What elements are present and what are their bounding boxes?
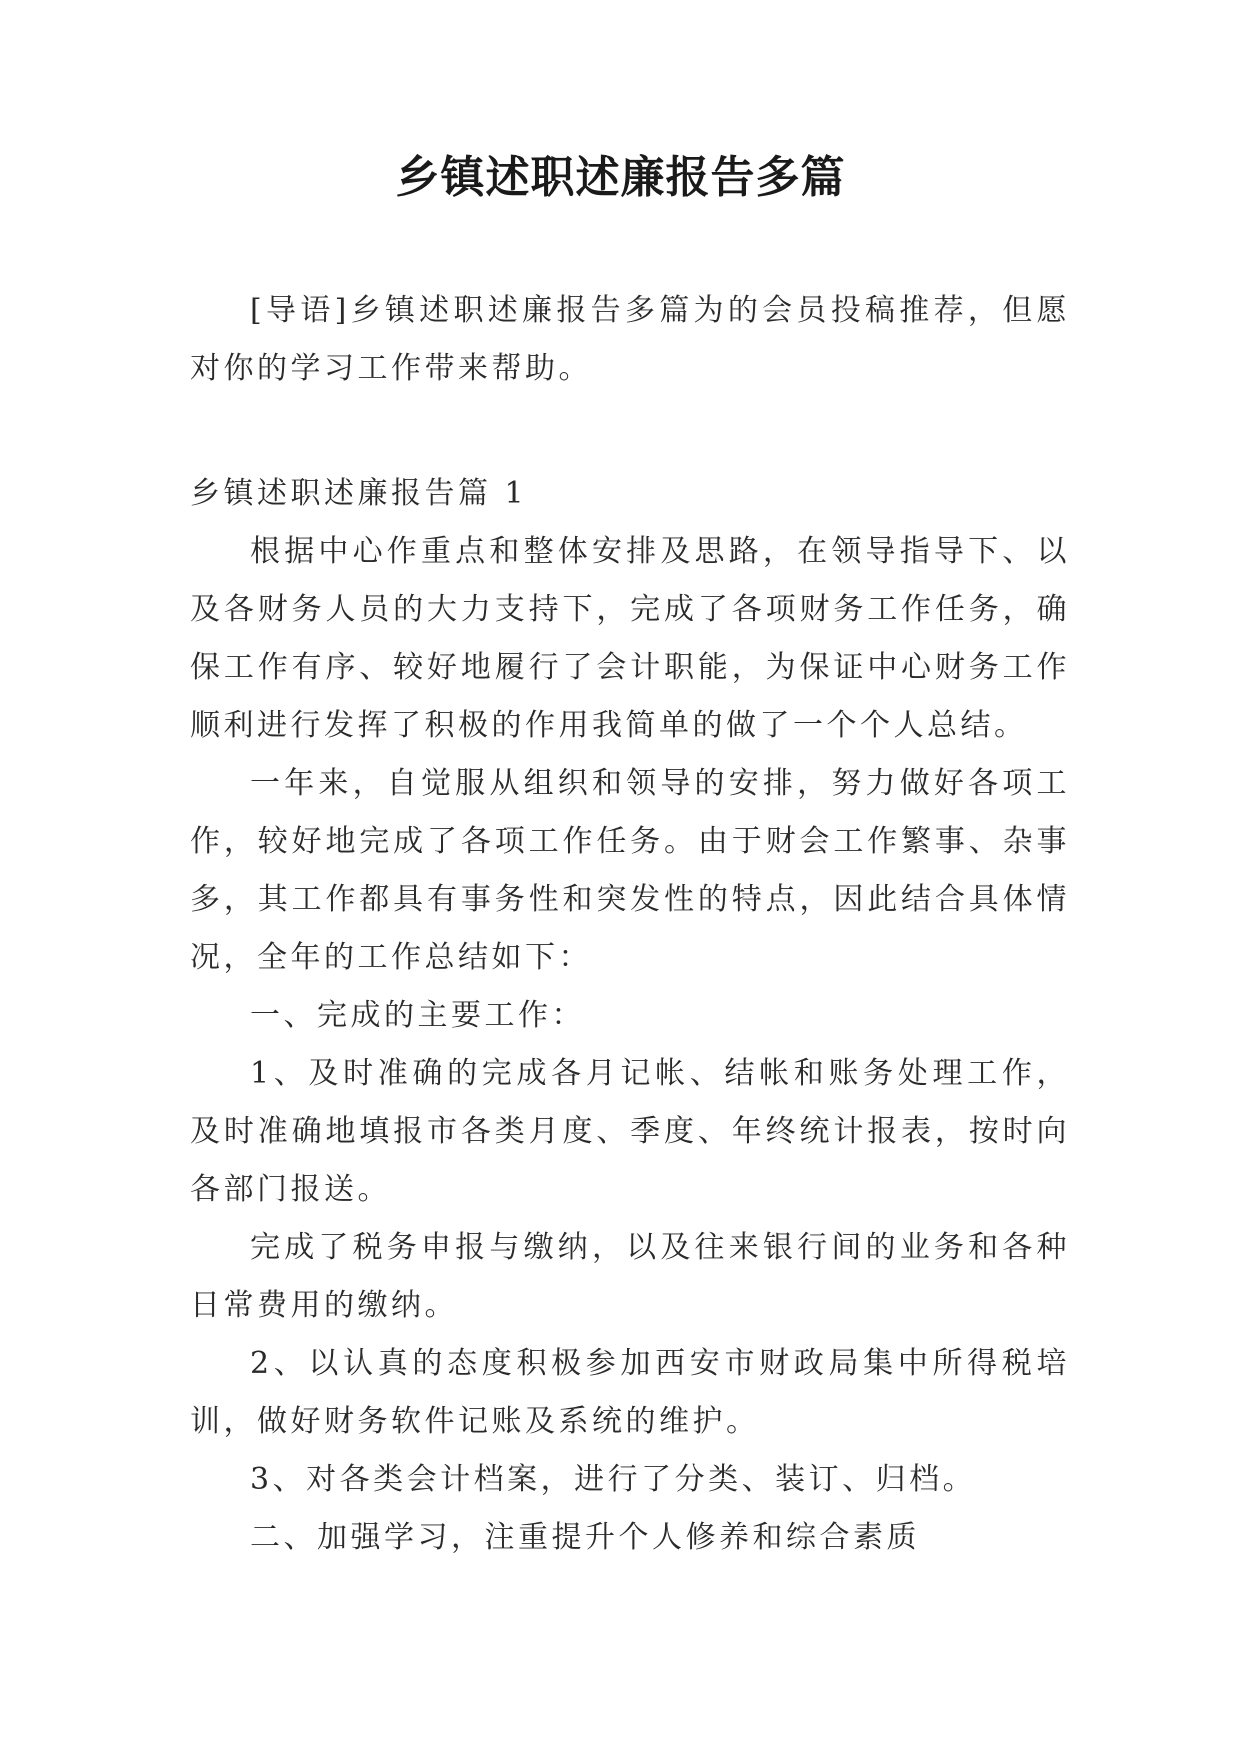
- section-1: [190, 465, 1070, 1567]
- paragraph: 根据中心作重点和整体安排及思路，在领导指导下、以及各财务人员的大力支持下，完成了各项财务工作任务，确保工作有序、较好地履行了会计职能，为保证中心财务工作顺利进行发挥了积极的作用我简单的做了一个个人总结。: [190, 534, 1070, 743]
- paragraph: 完成了税务申报与缴纳，以及往来银行间的业务和各种日常费用的缴纳。: [190, 1230, 1070, 1323]
- paragraph: 一年来，自觉服从组织和领导的安排，努力做好各项工作，较好地完成了各项工作任务。由于财会工作繁事、杂事多，其工作都具有事务性和突发性的特点，因此结合具体情况，全年的工作总结如下：: [190, 766, 1070, 975]
- intro-block: [190, 282, 1070, 398]
- paragraph: 3、对各类会计档案，进行了分类、装订、归档。: [250, 1462, 977, 1497]
- paragraph: 2、以认真的态度积极参加西安市财政局集中所得税培训，做好财务软件记账及系统的维护。: [190, 1346, 1070, 1439]
- intro-paragraph: [导语]乡镇述职述廉报告多篇为的会员投稿推荐，但愿对你的学习工作带来帮助。: [190, 293, 1070, 386]
- document-title: 乡镇述职述廉报告多篇: [395, 152, 846, 203]
- paragraph: 1、及时准确的完成各月记帐、结帐和账务处理工作，及时准确地填报市各类月度、季度、年终统计报表，按时向各部门报送。: [190, 1056, 1070, 1207]
- paragraph: 一、完成的主要工作：: [250, 998, 585, 1033]
- section-heading: 乡镇述职述廉报告篇 1: [190, 476, 528, 511]
- paragraph: 二、加强学习，注重提升个人修养和综合素质: [250, 1520, 920, 1555]
